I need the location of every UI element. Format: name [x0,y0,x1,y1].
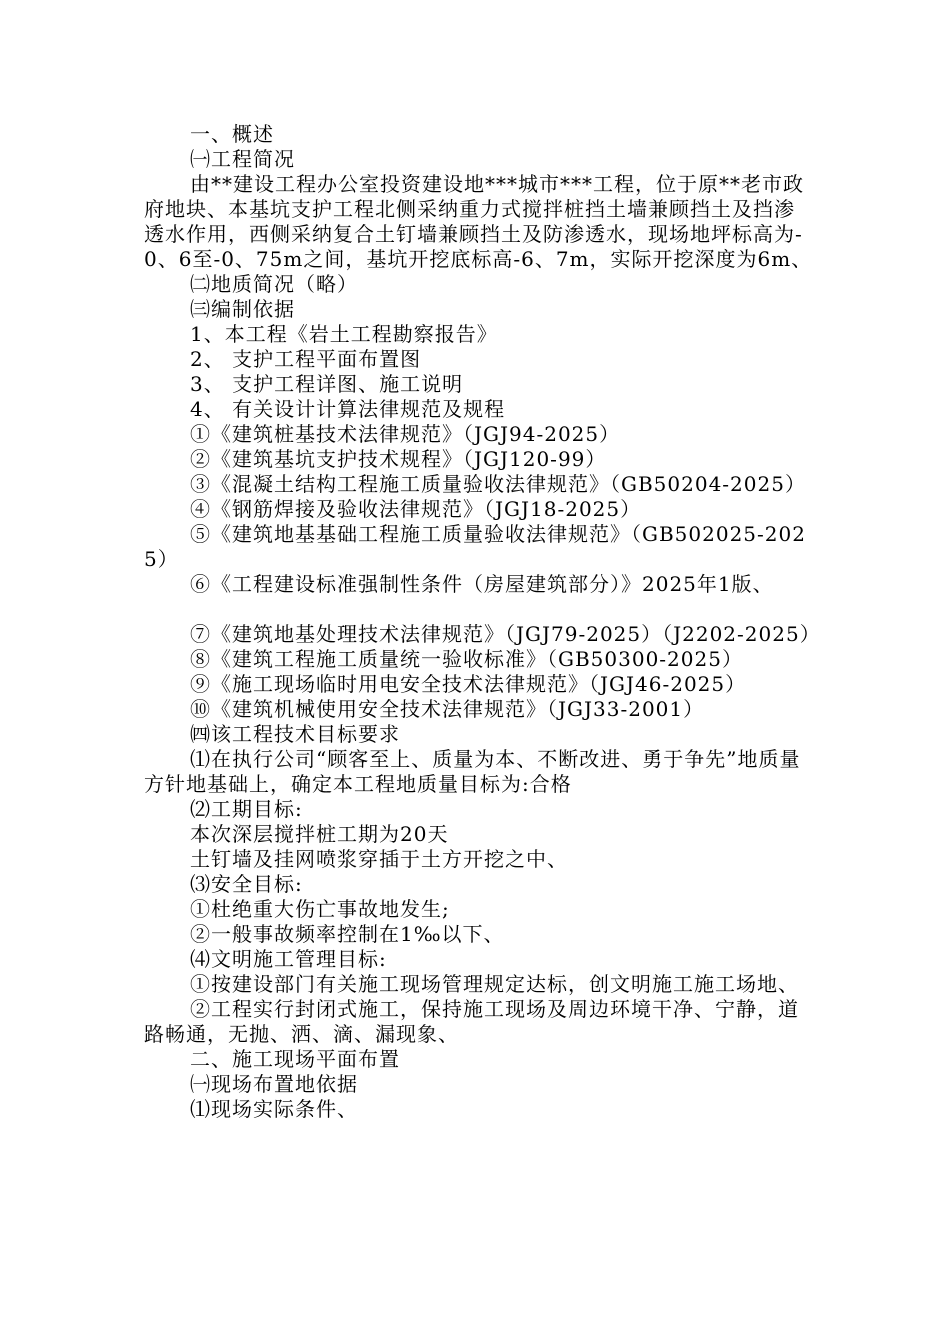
list-item: ⑥《工程建设标准强制性条件（房屋建筑部分）》2025年1版、 [190,572,774,596]
subsection-heading: ㈢编制依据 [190,297,295,321]
list-item: ⑩《建筑机械使用安全技术法律规范》（JGJ33-2001） [190,697,705,721]
paragraph: ⑴在执行公司“顾客至上、质量为本、不断改进、勇于争先”地质量方针地基础上，确定本工程地质量目标为:合格 [144,747,801,796]
document-body [144,122,821,1122]
paragraph: ②工程实行封闭式施工，保持施工现场及周边环境干净、宁静，道路畅通，无抛、洒、滴、漏现象、 [144,997,799,1046]
list-item: 2、 支护工程平面布置图 [190,347,422,371]
list-item: ②《建筑基坑支护技术规程》（JGJ120-99） [190,447,607,471]
list-item: ⑦《建筑地基处理技术法律规范》（JGJ79-2025）（J2202-2025） [190,622,821,646]
subsection-heading: ㈠工程简况 [190,147,295,171]
list-item: ③《混凝土结构工程施工质量验收法律规范》（GB50204-2025） [190,472,806,496]
list-item: ①《建筑桩基技术法律规范》（JGJ94-2025） [190,422,621,446]
list-item: ⑤《建筑地基基础工程施工质量验收法律规范》（GB502025-2025） [144,522,806,571]
paragraph: ⑵工期目标: [190,797,303,821]
paragraph: ①按建设部门有关施工现场管理规定达标，创文明施工施工场地、 [190,972,799,996]
subsection-heading: ㈣该工程技术目标要求 [190,722,400,746]
subsection-heading: ㈡地质简况（略） [190,272,358,296]
paragraph: 本次深层搅拌桩工期为20天 [190,822,449,846]
list-item: 1、本工程《岩土工程勘察报告》 [190,322,498,346]
list-item: 3、 支护工程详图、施工说明 [190,372,464,396]
paragraph: ①杜绝重大伤亡事故地发生; [190,897,450,921]
subsection-heading: ㈠现场布置地依据 [190,1072,358,1096]
list-item: ④《钢筋焊接及验收法律规范》（JGJ18-2025） [190,497,642,521]
paragraph: ⑷文明施工管理目标: [190,947,387,971]
paragraph: ②一般事故频率控制在1‰以下、 [190,922,505,946]
paragraph: 土钉墙及挂网喷浆穿插于土方开挖之中、 [190,847,568,871]
list-item: 4、 有关设计计算法律规范及规程 [190,397,506,421]
section-heading: 一、概述 [190,122,274,146]
list-item: ⑨《施工现场临时用电安全技术法律规范》（JGJ46-2025） [190,672,747,696]
list-item: ⑧《建筑工程施工质量统一验收标准》（GB50300-2025） [190,647,743,671]
section-heading: 二、施工现场平面布置 [190,1047,400,1071]
blank-line [144,597,814,622]
paragraph: ⑴现场实际条件、 [190,1097,358,1121]
paragraph: ⑶安全目标: [190,872,303,896]
paragraph: 由**建设工程办公室投资建设地***城市***工程，位于原**老市政府地块、本基坑支护工程北侧采纳重力式搅拌桩挡土墙兼顾挡土及挡渗透水作用，西侧采纳复合土钉墙兼顾挡土及防渗透水，现场地坪标高为-0、6至-0、75m之间，基坑开挖底标高-6、7m，实际开挖深度为6m、 [144,172,813,271]
